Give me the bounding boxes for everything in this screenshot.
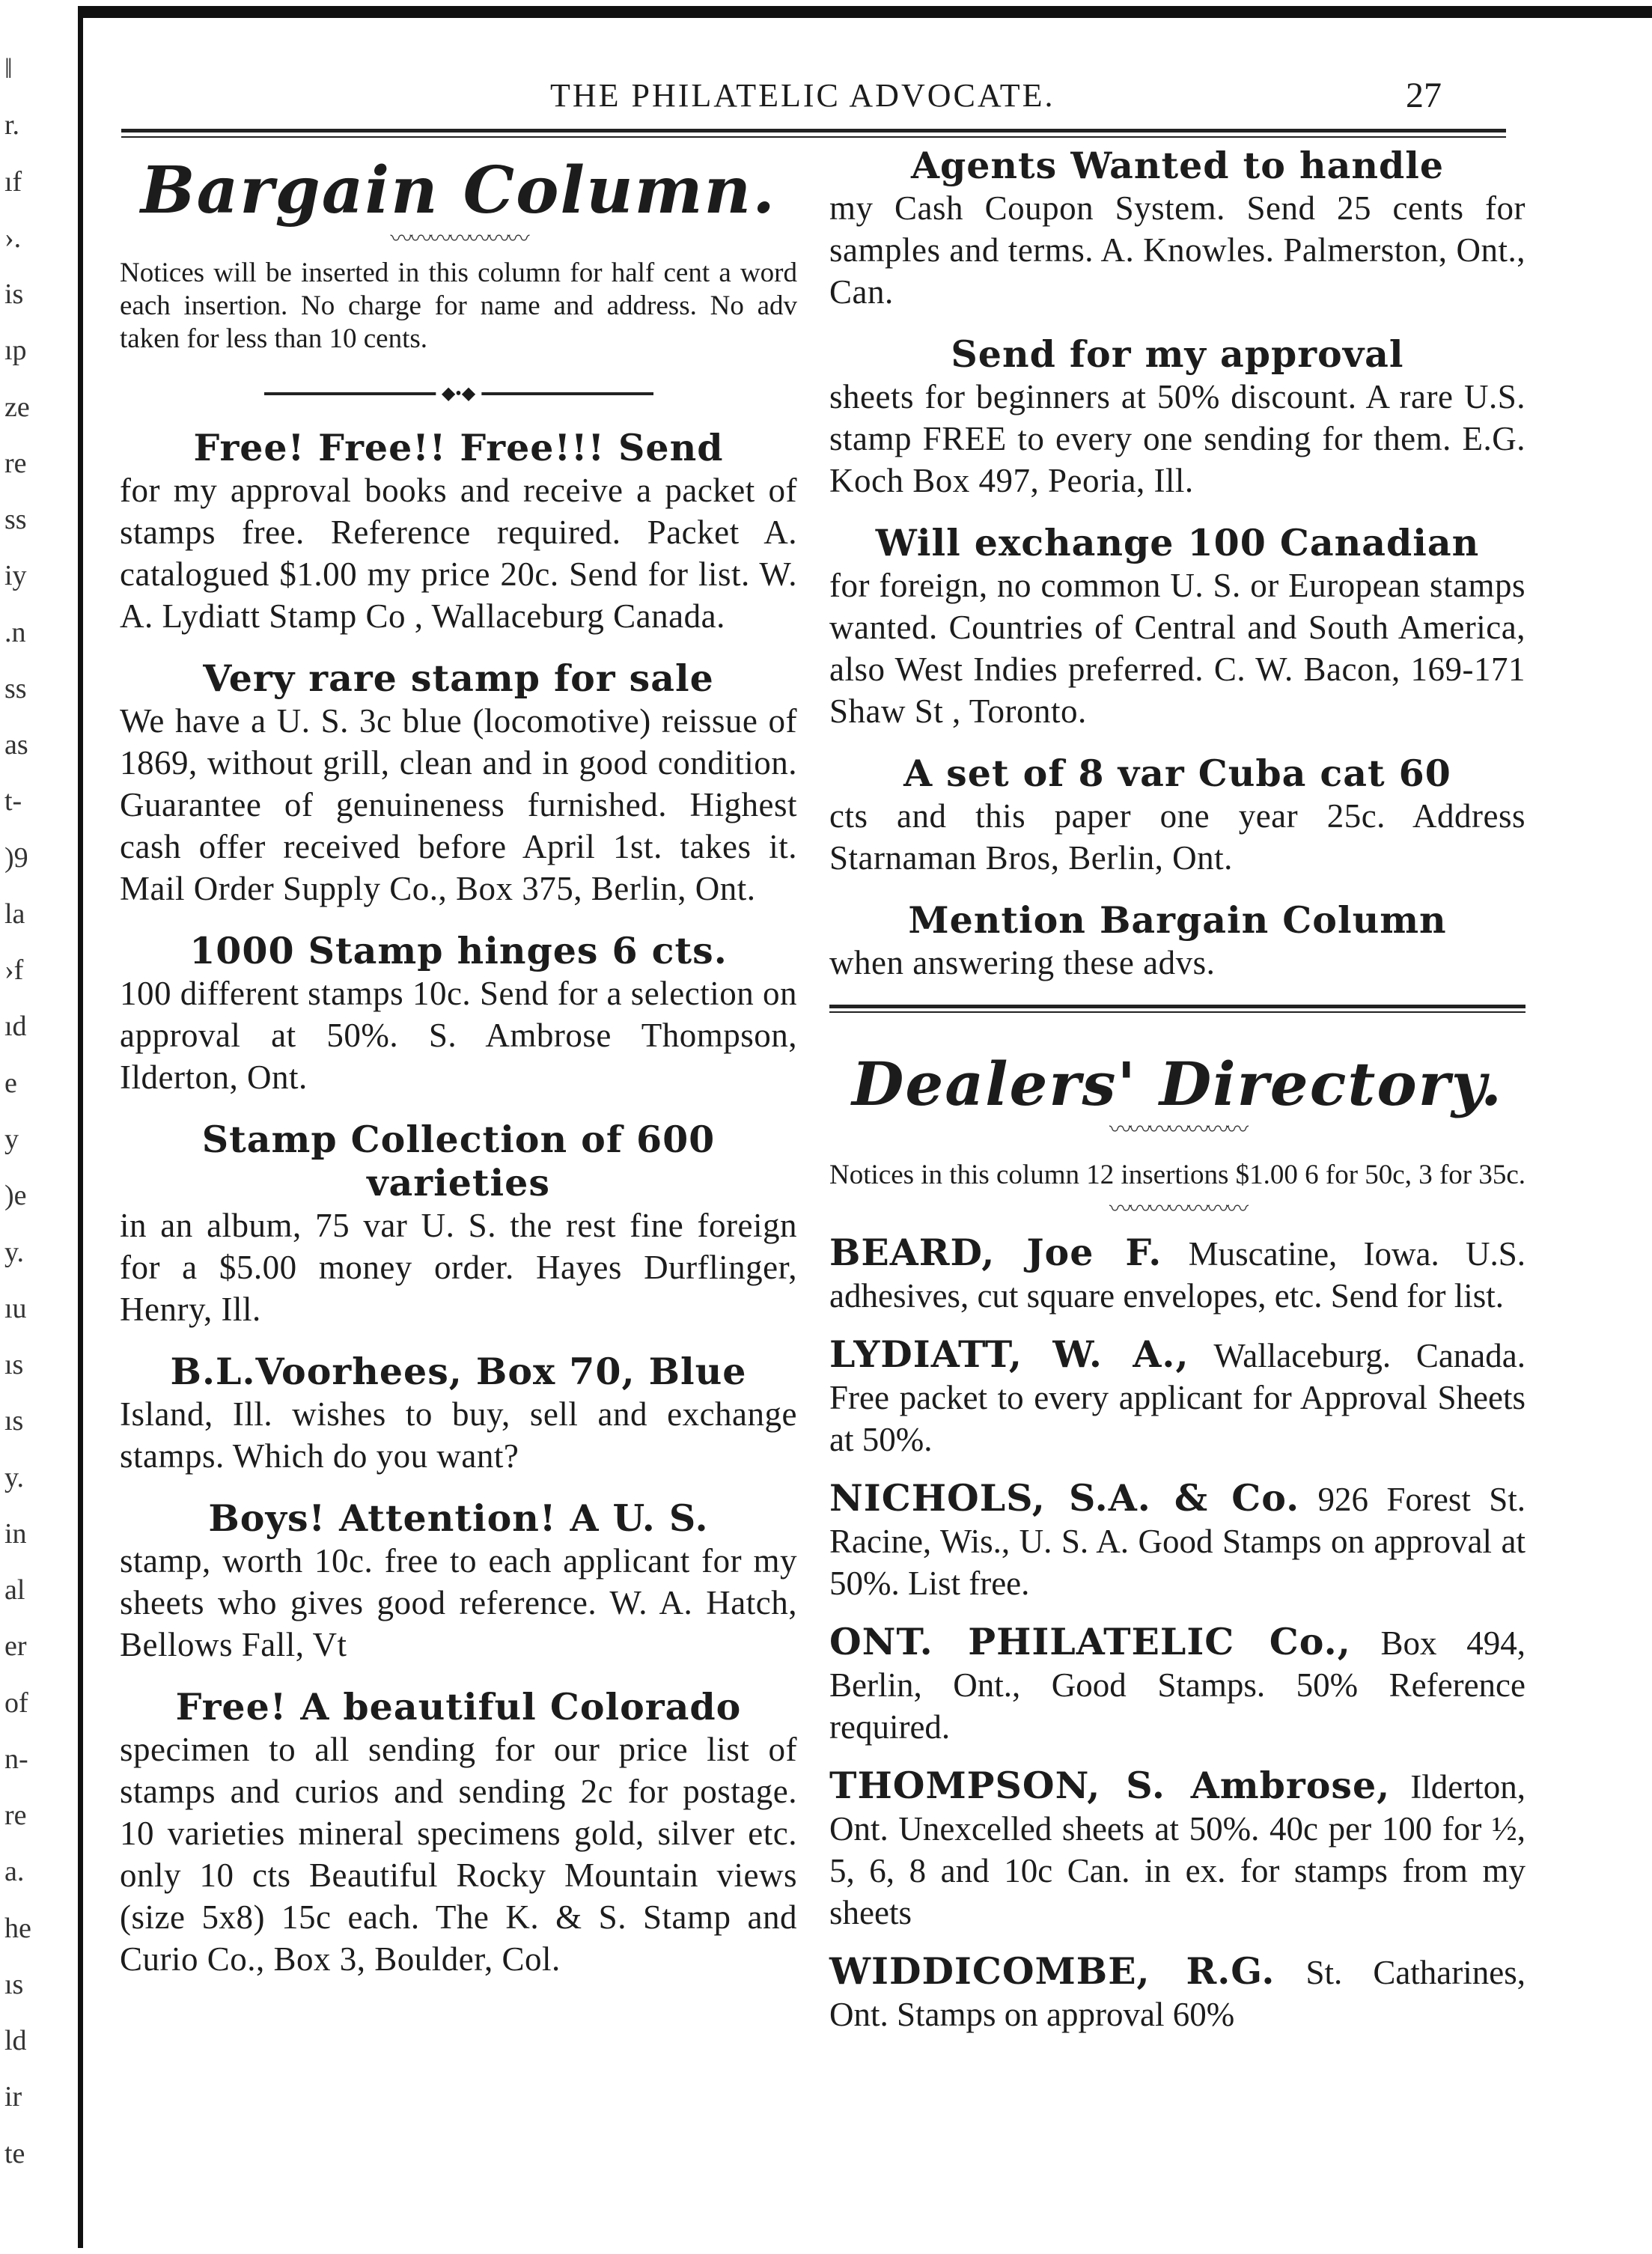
- classified-ad: [120, 929, 797, 1098]
- dealer-entry: [829, 1231, 1525, 1317]
- classified-ad: [829, 898, 1525, 984]
- margin-fragment: ld: [4, 2025, 27, 2056]
- header-rule-thin: [121, 136, 1506, 138]
- page-number: 27: [1406, 76, 1442, 115]
- ad-body: cts and this paper one year 25c. Address Starnaman Bros, Berlin, Ont.: [829, 797, 1525, 877]
- ad-body: specimen to all sending for our price list of stamps and curios and sending 2c for postage. 10 varieties mineral specimens gold, silver etc. only 10 cts Beautiful Rocky Mountain views (size 5x8) 15c each. The K. & S. Stamp and Curio Co., Box 3, Boulder, Col.: [120, 1731, 797, 1978]
- margin-fragment: ıf: [4, 166, 22, 198]
- left-border-rule: [78, 6, 83, 2248]
- margin-fragment: )9: [4, 842, 28, 874]
- left-column: [120, 144, 797, 1999]
- ad-body: stamp, worth 10c. free to each applicant for my sheets who gives good reference. W. A. Hatch, Bellows Fall, Vt: [120, 1542, 797, 1663]
- dealers-directory-notice: Notices in this column 12 insertions $1.00 6 for 50c, 3 for 35c.: [829, 1160, 1526, 1190]
- top-border-rule: [81, 6, 1652, 18]
- margin-fragment: ›.: [4, 222, 22, 254]
- dealer-name: THOMPSON, S. Ambrose,: [829, 1764, 1391, 1807]
- adjacent-page-margin: [0, 52, 71, 2223]
- ad-headline: Stamp Collection of 600 varieties: [201, 1118, 716, 1204]
- wavy-divider: 〰〰〰〰〰〰〰: [1109, 1197, 1246, 1222]
- margin-fragment: y.: [4, 1462, 25, 1493]
- right-column: [829, 144, 1525, 2052]
- margin-fragment: ze: [4, 392, 30, 423]
- wavy-divider: 〰〰〰〰〰〰〰: [390, 227, 527, 252]
- dealer-details: Muscatine, Iowa. U.S. adhesives, cut square envelopes, etc. Send for list.: [829, 1235, 1525, 1315]
- margin-fragment: ir: [4, 2081, 22, 2113]
- directory-rule-thick: [829, 1005, 1525, 1008]
- margin-fragment: al: [4, 1574, 25, 1606]
- classified-ad: [120, 1350, 797, 1477]
- margin-fragment: he: [4, 1913, 31, 1944]
- bargain-column-notice: Notices will be inserted in this column for half cent a word each insertion. No charge for name and address. No adv taken for less than 10 cents.: [120, 258, 797, 354]
- ornament-divider: [264, 384, 653, 403]
- ad-body: We have a U. S. 3c blue (locomotive) reissue of 1869, without grill, clean and in good condition. Guarantee of genuineness furnished. Highest cash offer received before April 1st. takes it. Mail Order Supply Co., Box 375, Berlin, Ont.: [120, 702, 797, 907]
- margin-fragment: ıd: [4, 1011, 27, 1042]
- classified-ad: [120, 1685, 797, 1980]
- ad-headline: Send for my approval: [951, 332, 1404, 376]
- margin-fragment: t-: [4, 785, 22, 817]
- ad-headline: Mention Bargain Column: [908, 898, 1447, 942]
- margin-fragment: a.: [4, 1856, 25, 1887]
- ad-headline: Free! Free!! Free!!! Send: [193, 426, 724, 469]
- margin-fragment: ss: [4, 673, 27, 704]
- ad-headline: Free! A beautiful Colorado: [175, 1685, 742, 1728]
- margin-fragment: ss: [4, 504, 27, 535]
- margin-fragment: ›f: [4, 954, 24, 986]
- header-rule-thick: [121, 129, 1506, 133]
- classified-ad: [829, 521, 1525, 732]
- ad-body: sheets for beginners at 50% discount. A rare U.S. stamp FREE to every one sending for them. E.G. Koch Box 497, Peoria, Ill.: [829, 378, 1525, 499]
- dealer-details: Ilderton, Ont. Unexcelled sheets at 50%. 40c per 100 for ½, 5, 6, 8 and 10c Can. in ex. for stamps from my sheets: [829, 1768, 1526, 1931]
- dealer-details: Box 494, Berlin, Ont., Good Stamps. 50% Reference required.: [829, 1624, 1525, 1746]
- ad-headline: Very rare stamp for sale: [203, 657, 714, 700]
- margin-fragment: y: [4, 1124, 19, 1155]
- dealer-entry: [829, 1621, 1525, 1748]
- margin-fragment: y.: [4, 1237, 25, 1268]
- ad-body: Island, Ill. wishes to buy, sell and exchange stamps. Which do you want?: [120, 1395, 797, 1475]
- margin-fragment: of: [4, 1687, 28, 1719]
- wavy-divider: 〰〰〰〰〰〰〰: [1109, 1118, 1246, 1142]
- dealer-name: LYDIATT, W. A.,: [829, 1332, 1189, 1376]
- dealer-name: BEARD, Joe F.: [829, 1231, 1162, 1274]
- bargain-column-title: Bargain Column.: [140, 153, 777, 228]
- dealer-entry: [829, 1950, 1525, 2035]
- ad-headline: Boys! Attention! A U. S.: [208, 1496, 709, 1540]
- ad-headline: Will exchange 100 Canadian: [875, 521, 1480, 564]
- dealer-name: NICHOLS, S.A. & Co.: [829, 1476, 1300, 1520]
- classified-ad: [120, 1118, 797, 1330]
- ad-body: in an album, 75 var U. S. the rest fine foreign for a $5.00 money order. Hayes Durflinger, Henry, Ill.: [120, 1207, 797, 1328]
- classified-ad: [120, 657, 797, 910]
- classified-ad: [829, 332, 1525, 502]
- ad-headline: Agents Wanted to handle: [910, 144, 1445, 187]
- margin-fragment: as: [4, 729, 28, 761]
- running-head: THE PHILATELIC ADVOCATE.: [550, 77, 1055, 114]
- ad-headline: B.L.Voorhees, Box 70, Blue: [170, 1350, 747, 1393]
- margin-fragment: re: [4, 448, 27, 479]
- dealer-name: ONT. PHILATELIC Co.,: [829, 1620, 1351, 1663]
- margin-fragment: te: [4, 2138, 25, 2169]
- margin-fragment: ıs: [4, 1405, 24, 1437]
- classified-ad: [829, 144, 1525, 313]
- classified-ad: [120, 1496, 797, 1666]
- ad-body: my Cash Coupon System. Send 25 cents for samples and terms. A. Knowles. Palmerston, Ont., Can.: [829, 189, 1525, 311]
- margin-fragment: ıp: [4, 335, 27, 366]
- margin-fragment: re: [4, 1800, 27, 1831]
- margin-fragment: e: [4, 1067, 17, 1099]
- margin-fragment: ‖: [4, 53, 13, 85]
- ad-body: 100 different stamps 10c. Send for a selection on approval at 50%. S. Ambrose Thompson, Ilderton, Ont.: [120, 975, 797, 1096]
- dealer-entry: [829, 1333, 1525, 1460]
- margin-fragment: ıs: [4, 1349, 24, 1380]
- classified-ad: [120, 426, 797, 637]
- dealer-details: St. Catharines, Ont. Stamps on approval 60%: [829, 1954, 1526, 2033]
- dealer-entry: [829, 1764, 1525, 1934]
- margin-fragment: in: [4, 1518, 27, 1550]
- dealer-details: Wallaceburg. Canada. Free packet to every applicant for Approval Sheets at 50%.: [829, 1337, 1525, 1458]
- ad-body: when answering these advs.: [829, 944, 1216, 981]
- margin-fragment: ıs: [4, 1969, 24, 2000]
- margin-fragment: .n: [4, 617, 26, 648]
- margin-fragment: is: [4, 278, 24, 310]
- margin-fragment: r.: [4, 109, 20, 141]
- margin-fragment: er: [4, 1630, 27, 1662]
- dealer-entry: [829, 1477, 1525, 1604]
- classified-ad: [829, 752, 1525, 879]
- ad-headline: A set of 8 var Cuba cat 60: [903, 752, 1451, 795]
- margin-fragment: n-: [4, 1743, 28, 1775]
- dealers-directory: [829, 1049, 1525, 2035]
- dealers-directory-title: Dealers' Directory.: [851, 1049, 1504, 1119]
- ornament-center: ◆•◆: [436, 384, 481, 403]
- margin-fragment: ıu: [4, 1293, 27, 1324]
- margin-fragment: la: [4, 898, 25, 930]
- ad-body: for foreign, no common U. S. or European stamps wanted. Countries of Central and South America, also West Indies preferred. C. W. Bacon, 169-171 Shaw St , Toronto.: [829, 567, 1525, 730]
- margin-fragment: )e: [4, 1180, 27, 1211]
- ad-body: for my approval books and receive a packet of stamps free. Reference required. Packet A. catalogued $1.00 my price 20c. Send for list. W. A. Lydiatt Stamp Co , Wallaceburg Canada.: [120, 472, 797, 635]
- dealer-name: WIDDICOMBE, R.G.: [829, 1949, 1275, 1993]
- margin-fragment: iy: [4, 560, 27, 591]
- directory-rule-thin: [829, 1011, 1525, 1013]
- dealer-details: 926 Forest St. Racine, Wis., U. S. A. Good Stamps on approval at 50%. List free.: [829, 1481, 1525, 1602]
- ad-headline: 1000 Stamp hinges 6 cts.: [189, 929, 728, 972]
